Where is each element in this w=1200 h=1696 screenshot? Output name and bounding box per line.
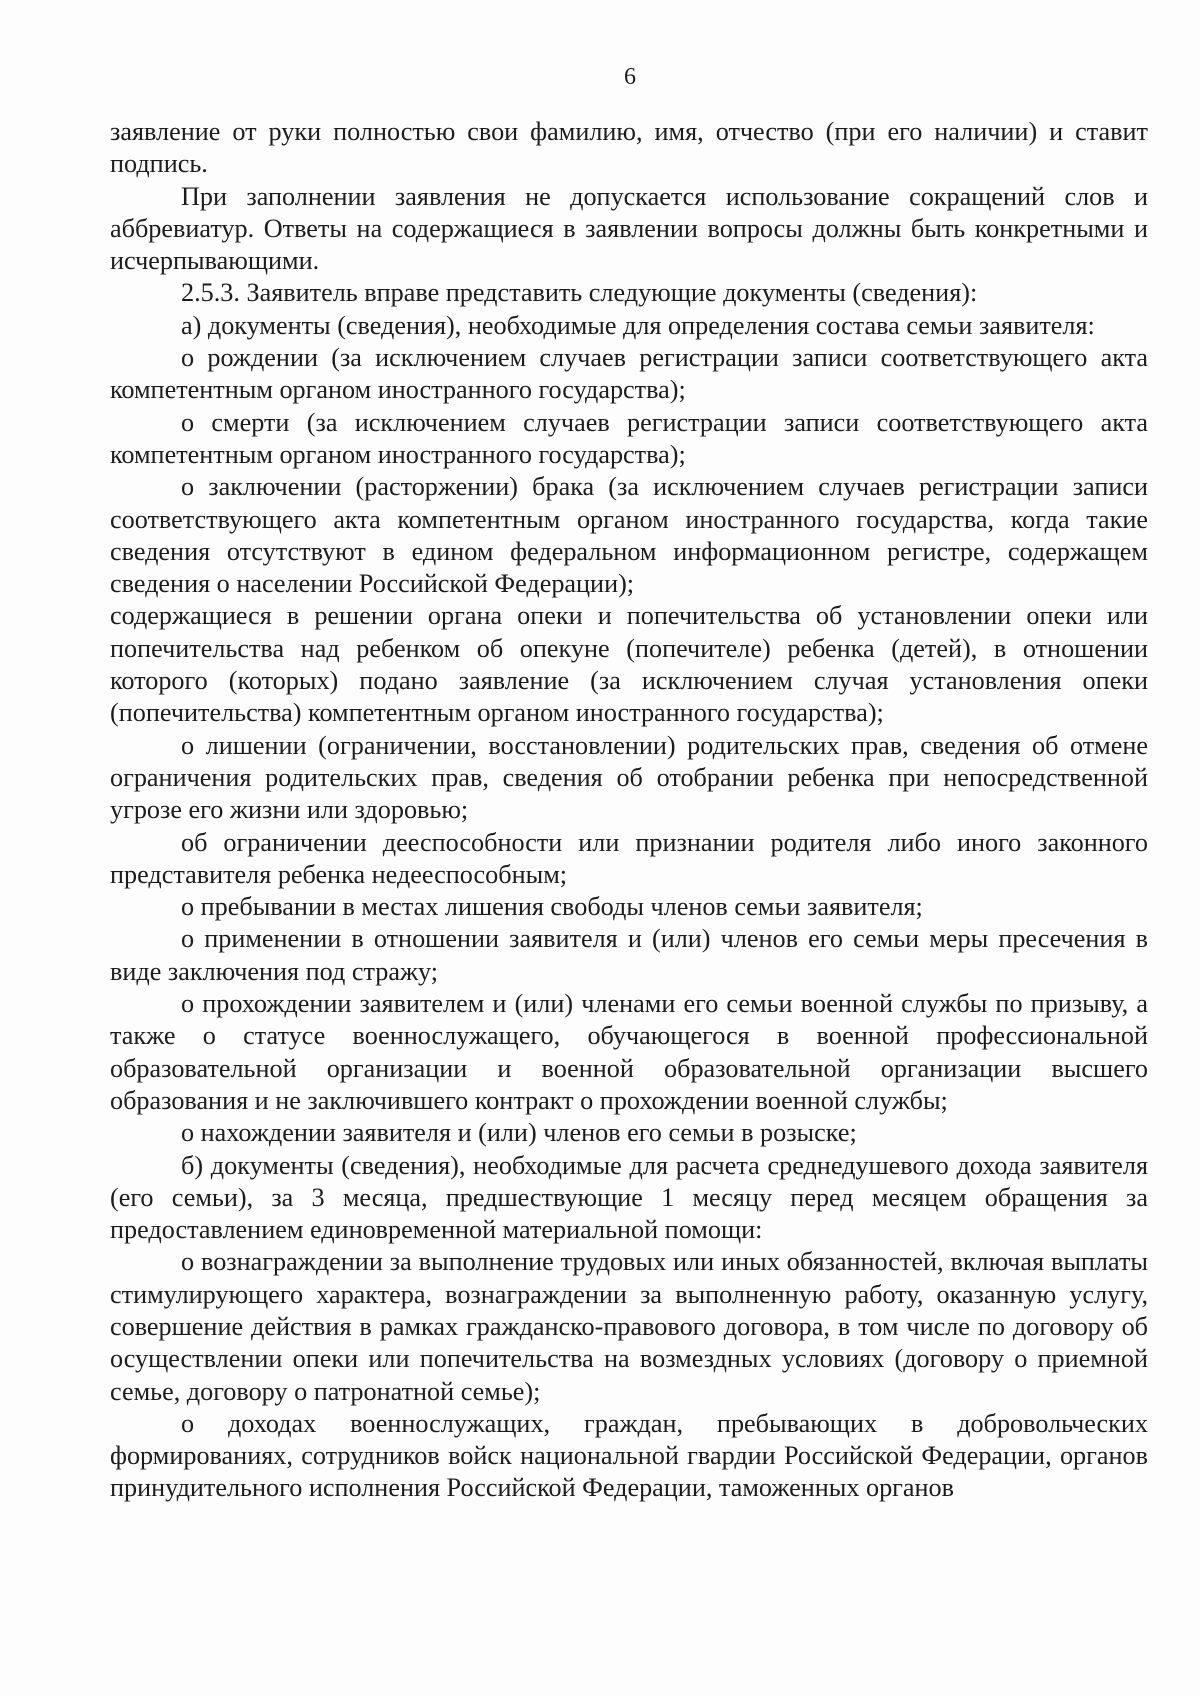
paragraph-incapacity: об ограничении дееспособности или признании родителя либо иного законного представителя ребенка недееспособным; [110,827,1148,889]
paragraph-custody: о применении в отношении заявителя и (или) членов его семьи меры пресечения в виде заключения под стражу; [110,924,1148,986]
document-body [110,116,1148,1505]
paragraph-military-service: о прохождении заявителем и (или) членами его семьи военной службы по призыву, а также о статусе военнослужащего, обучающегося в военной профессиональной образовательной организации и военной образовательной организации высшего образования и не заключившего контракт о прохождении военной службы; [110,989,1148,1115]
paragraph-marriage: о заключении (расторжении) брака (за исключением случаев регистрации записи соответствующего акта компетентным органом иностранного государства, когда такие сведения отсутствуют в едином федеральном информационном регистре, содержащем сведения о населении Российской Федерации); [110,472,1148,599]
paragraph-guardianship: содержащиеся в решении органа опеки и попечительства об установлении опеки или попечительства над ребенком об опекуне (попечителе) ребенка (детей), в отношении которого (которых) подано заявление (за исключением случая установления опеки (попечительства) компетентным органом иностранного государства); [110,601,1148,728]
paragraph-military-income: о доходах военнослужащих, граждан, пребывающих в добровольческих формированиях, сотрудников войск национальной гвардии Российской Федерации, органов принудительного исполнения Российской Федерации, таможенных органов [110,1408,1148,1503]
paragraph-birth: о рождении (за исключением случаев регистрации записи соответствующего акта компетентным органом иностранного государства); [110,343,1148,405]
paragraph-parental-rights: о лишении (ограничении, восстановлении) родительских прав, сведения об отмене ограничения родительских прав, сведения об отобрании ребенка при непосредственной угрозе его жизни или здоровью; [110,730,1148,825]
paragraph-imprisonment: о пребывании в местах лишения свободы членов семьи заявителя; [181,892,923,922]
paragraph-no-abbreviations: При заполнении заявления не допускается использование сокращений слов и аббревиатур. Ответы на содержащиеся в заявлении вопросы должны быть конкретными и исчерпывающими. [110,181,1148,276]
paragraph-section-2-5-3: 2.5.3. Заявитель вправе представить следующие документы (сведения): [181,278,978,308]
page-number: 6 [624,64,636,90]
paragraph-wanted: о нахождении заявителя и (или) членов его семьи в розыске; [181,1118,857,1148]
paragraph-signature: заявление от руки полностью свои фамилию, имя, отчество (при его наличии) и ставит подпись. [110,117,1148,179]
paragraph-item-a: а) документы (сведения), необходимые для определения состава семьи заявителя: [181,310,1095,340]
paragraph-remuneration: о вознаграждении за выполнение трудовых или иных обязанностей, включая выплаты стимулирующего характера, вознаграждении за выполненную работу, оказанную услугу, совершение действия в рамках гражданско-правового договора, в том числе по договору об осуществлении опеки или попечительства на возмездных условиях (договору о приемной семье, договору о патронатной семье); [110,1247,1148,1406]
paragraph-item-b: б) документы (сведения), необходимые для расчета среднедушевого дохода заявителя (его семьи), за 3 месяца, предшествующие 1 месяцу перед месяцем обращения за предоставлением единовременной материальной помощи: [110,1150,1148,1245]
paragraph-death: о смерти (за исключением случаев регистрации записи соответствующего акта компетентным органом иностранного государства); [110,407,1148,469]
